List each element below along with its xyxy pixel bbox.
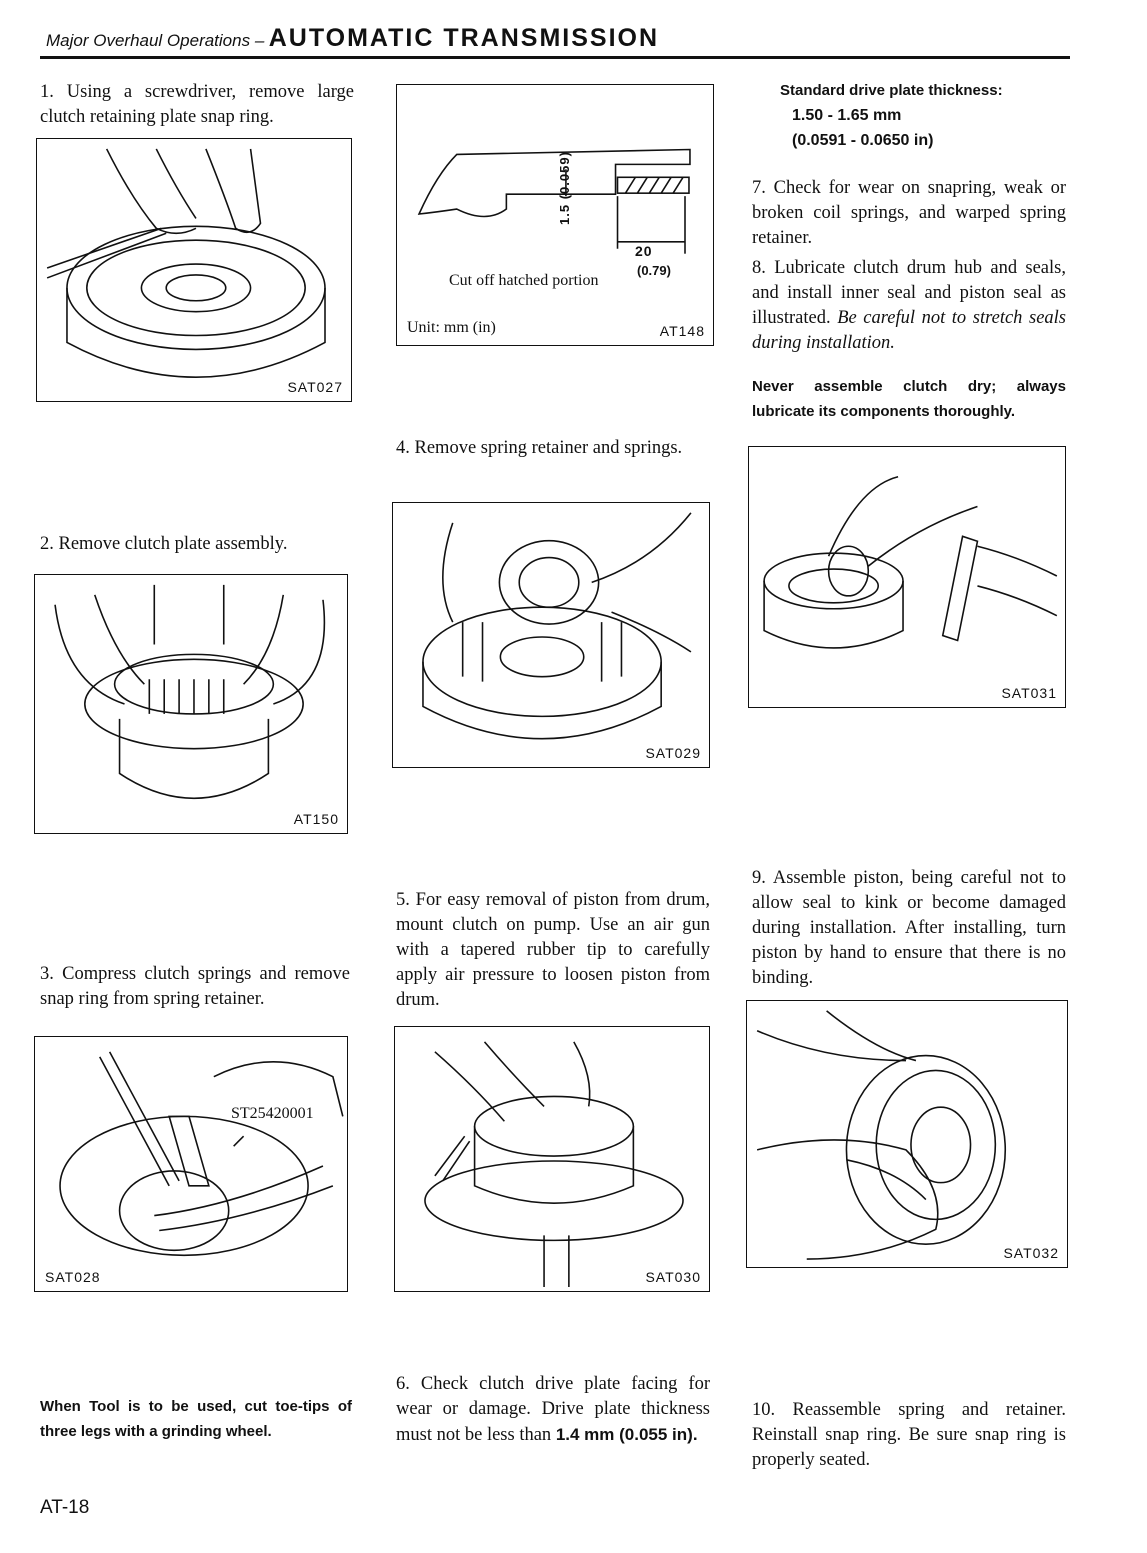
figure-code-sat028: SAT028 [45, 1269, 101, 1285]
figure-at150-drawing [35, 575, 347, 833]
page-header [46, 24, 659, 53]
figure-sat028-drawing [35, 1037, 347, 1291]
figure-sat031-drawing [749, 447, 1065, 707]
header-rule [40, 56, 1070, 59]
step-10-text: 10. Reassemble spring and retainer. Reinstall snap ring. Be sure snap ring is properly seated. [752, 1400, 1066, 1470]
page-number: AT-18 [40, 1497, 90, 1518]
step-5-text: 5. For easy removal of piston from drum, mount clutch on pump. Use an air gun with a tapered rubber tip to carefully apply air pressure to loosen piston from drum. [396, 890, 710, 1010]
step-6-text-a: 6. Check clutch drive plate facing for wear or damage. Drive plate thickness must not be less than [396, 1374, 710, 1445]
step-8-text-a: 8. Lubricate clutch drum hub and seals, and install inner seal and piston seal as illustrated. [752, 258, 1066, 328]
dimension-20-in: (0.79) [637, 263, 671, 278]
figure-at148-drawing [397, 85, 713, 345]
header-title: AUTOMATIC TRANSMISSION [268, 24, 660, 52]
dimension-1-5-in: (0.059) [557, 151, 572, 200]
tool-number-label: ST25420001 [231, 1105, 314, 1122]
figure-sat032 [746, 1000, 1068, 1268]
header-section: Major Overhaul Operations – [46, 31, 265, 50]
step-6-text [396, 1372, 710, 1448]
step-3-text: 3. Compress clutch springs and remove snap ring from spring retainer. [40, 964, 350, 1009]
figure-sat032-drawing [747, 1001, 1067, 1267]
step-9-text: 9. Assemble piston, being careful not to allow seal to kink or become damaged during installation. After installing, turn piston by hand to ensure that there is no binding. [752, 868, 1066, 988]
dimension-1-5 [557, 151, 572, 225]
figure-at148-caption: Cut off hatched portion [449, 272, 599, 289]
figure-sat028 [34, 1036, 348, 1292]
step-2-text: 2. Remove clutch plate assembly. [40, 534, 288, 554]
figure-code-sat030: SAT030 [645, 1269, 701, 1285]
figure-sat027 [36, 138, 352, 402]
spec-in: (0.0591 - 0.0650 in) [792, 132, 934, 149]
figure-at150 [34, 574, 348, 834]
step-1-text: 1. Using a screwdriver, remove large clutch retaining plate snap ring. [40, 82, 354, 127]
figure-sat031 [748, 446, 1066, 708]
dimension-20-mm: 20 [635, 243, 653, 259]
figure-sat029-drawing [393, 503, 709, 767]
step-8-caution: Be careful not to stretch seals during installation. [752, 308, 1066, 353]
step-4-text: 4. Remove spring retainer and springs. [396, 438, 683, 458]
spec-label: Standard drive plate thickness: [780, 82, 1003, 99]
figure-sat030 [394, 1026, 710, 1292]
step-8-text [752, 256, 1066, 356]
figure-code-sat031: SAT031 [1001, 685, 1057, 701]
lubricate-note: Never assemble clutch dry; always lubricate its components thoroughly. [752, 378, 1066, 420]
step-6-min-thickness: 1.4 mm (0.055 in). [555, 1425, 698, 1444]
spec-mm: 1.50 - 1.65 mm [792, 107, 902, 124]
figure-code-at148: AT148 [659, 323, 705, 339]
figure-sat030-drawing [395, 1027, 709, 1291]
dimension-1-5-mm: 1.5 [557, 203, 572, 225]
figure-at148-unit: Unit: mm (in) [407, 319, 496, 336]
figure-code-sat027: SAT027 [287, 379, 343, 395]
figure-code-at150: AT150 [293, 811, 339, 827]
figure-sat029 [392, 502, 710, 768]
figure-code-sat029: SAT029 [645, 745, 701, 761]
figure-at148 [396, 84, 714, 346]
figure-code-sat032: SAT032 [1003, 1245, 1059, 1261]
tool-note: When Tool is to be used, cut toe-tips of three legs with a grinding wheel. [40, 1398, 352, 1440]
step-7-text: 7. Check for wear on snapring, weak or broken coil springs, and warped spring retainer. [752, 178, 1066, 248]
figure-sat027-drawing [37, 139, 351, 401]
